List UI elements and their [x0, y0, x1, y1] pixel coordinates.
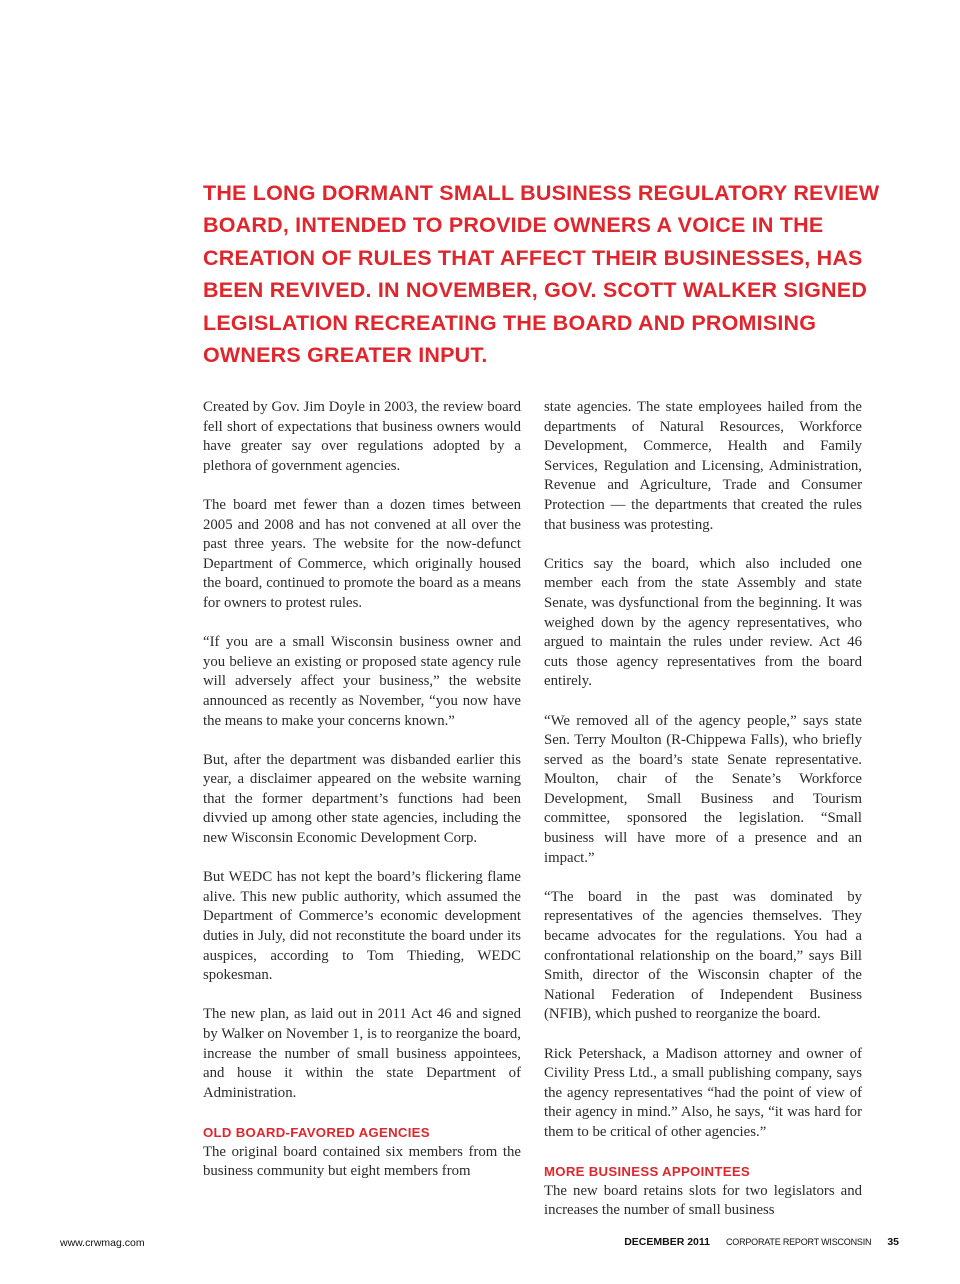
- paragraph: The new plan, as laid out in 2011 Act 46 and signed by Walker on November 1, is to reorganize the board, increase the number of small business appointees, and house it within the state Department of Administration.: [203, 1006, 521, 1101]
- paragraph: But WEDC has not kept the board’s flickering flame alive. This new public authority, which assumed the Department of Commerce’s economic development duties in July, did not reconstitute the board under its auspices, according to Tom Thieding, WEDC spokesman.: [203, 869, 521, 984]
- paragraph: Created by Gov. Jim Doyle in 2003, the review board fell short of expectations that business owners would have greater say over regulations adopted by a plethora of government agencies.: [203, 399, 521, 474]
- page-number: 35: [887, 1236, 899, 1248]
- footer-magazine-name: CORPORATE REPORT WISCONSIN: [725, 1237, 872, 1247]
- article-column-left: [203, 398, 521, 1182]
- footer-folio: [624, 1236, 899, 1248]
- paragraph: The new board retains slots for two legislators and increases the number of small business: [544, 1182, 862, 1219]
- paragraph: state agencies. The state employees hailed from the departments of Natural Resources, Workforce Development, Commerce, Health and Family Services, Regulation and Licensing, Administration, Revenue and Agriculture, Trade and Consumer Protection — the departments that created the rules that business was protesting.: [544, 399, 862, 533]
- paragraph: Rick Petershack, a Madison attorney and owner of Civility Press Ltd., a small publishing company, says the agency representatives “had the point of view of their agency in mind.” Also, he says, “it was hard for them to be critical of other agencies.”: [544, 1045, 862, 1140]
- article-column-right: [544, 398, 862, 1221]
- paragraph: Critics say the board, which also included one member each from the state Assembly and state Senate, was dysfunctional from the beginning. It was weighed down by the agency representatives, who argued to maintain the rules under review. Act 46 cuts those agency representatives from the board entirely.: [544, 555, 862, 690]
- paragraph: “The board in the past was dominated by representatives of the agencies themselves. They became advocates for the regulations. You had a confrontational relationship on the board,” says Bill Smith, director of the Wisconsin chapter of the National Federation of Independent Business (NFIB), which pushed to reorganize the board.: [544, 888, 862, 1023]
- footer-issue-date: DECEMBER 2011: [624, 1236, 710, 1248]
- section-subhead: OLD BOARD-FAVORED AGENCIES: [203, 1124, 430, 1140]
- article-deck: THE LONG DORMANT SMALL BUSINESS REGULATORY REVIEW BOARD, INTENDED TO PROVIDE OWNERS A VOICE IN THE CREATION OF RULES THAT AFFECT THEIR BUSINESSES, HAS BEEN REVIVED. IN NOVEMBER, GOV. SCOTT WALKER SIGNED LEGISLATION RECREATING THE BOARD AND PROMISING OWNERS GREATER INPUT.: [203, 181, 880, 368]
- paragraph: “If you are a small Wisconsin business owner and you believe an existing or proposed state agency rule will adversely affect your business,” the website announced as recently as November, “you now have the means to make your concerns known.”: [203, 634, 521, 729]
- section-subhead: MORE BUSINESS APPOINTEES: [544, 1164, 751, 1180]
- paragraph: The board met fewer than a dozen times between 2005 and 2008 and has not convened at all over the past three years. The website for the now-defunct Department of Commerce, which originally housed the board, continued to promote the board as a means for owners to protest rules.: [203, 496, 521, 611]
- paragraph: “We removed all of the agency people,” says state Sen. Terry Moulton (R-Chippewa Falls), who briefly served as the board’s state Senate representative. Moulton, chair of the Senate’s Workforce Development, Small Business and Tourism committee, sponsored the legislation. “Small business will have more of a presence and an impact.”: [544, 712, 862, 866]
- footer-url: www.crwmag.com: [60, 1237, 145, 1249]
- paragraph: The original board contained six members from the business community but eight members from: [203, 1143, 521, 1180]
- paragraph: But, after the department was disbanded earlier this year, a disclaimer appeared on the website warning that the former department’s functions had been divvied up among other state agencies, including the new Wisconsin Economic Development Corp.: [203, 751, 521, 847]
